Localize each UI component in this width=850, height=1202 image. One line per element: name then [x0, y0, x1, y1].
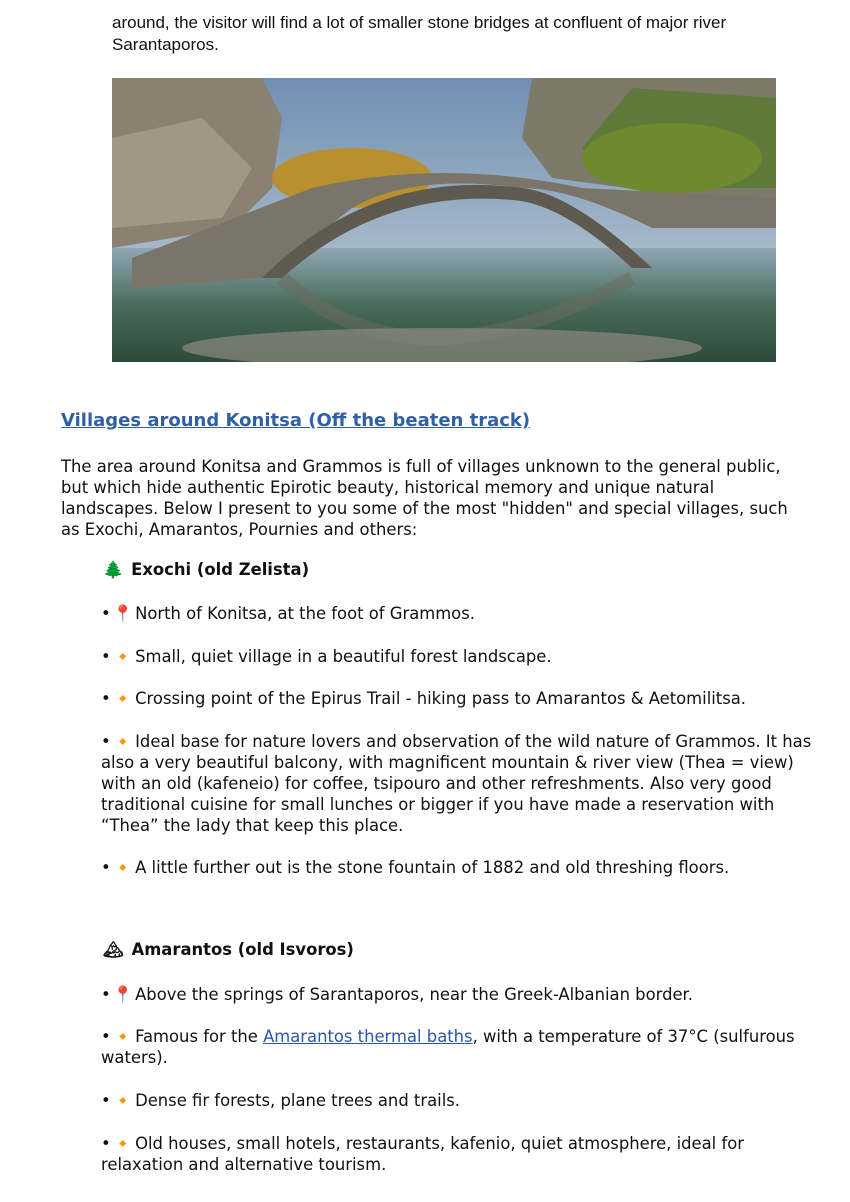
diamond-icon: 🔸	[112, 1091, 134, 1110]
amarantos-title	[101, 940, 354, 960]
list-item: • 📍 North of Konitsa, at the foot of Grammos.	[101, 604, 475, 623]
exochi-title	[101, 560, 309, 580]
exochi-title-text: Exochi (old Zelista)	[131, 560, 310, 579]
diamond-icon: 🔸	[112, 1134, 134, 1153]
diamond-icon: 🔸	[112, 732, 134, 751]
diamond-icon: 🔸	[112, 689, 134, 708]
mountain-icon: 🏔	[103, 940, 124, 959]
pin-icon: 📍	[112, 604, 134, 623]
list-item: • 🔸 Small, quiet village in a beautiful forest landscape.	[101, 647, 552, 666]
section-heading-villages[interactable]: Villages around Konitsa (Off the beaten track)	[61, 410, 531, 431]
diamond-icon: 🔸	[112, 1027, 134, 1046]
list-item: • 📍 Above the springs of Sarantaporos, near the Greek-Albanian border.	[101, 985, 693, 1004]
list-item: • 🔸 Old houses, small hotels, restaurants, kafenio, quiet atmosphere, ideal for relaxation and alternative tourism.	[101, 1134, 744, 1174]
amarantos-thermal-baths-link[interactable]: Amarantos thermal baths	[263, 1027, 473, 1046]
bridge-photo-illustration	[112, 78, 776, 362]
tree-icon: 🌲	[103, 560, 124, 579]
list-item: • 🔸 Dense fir forests, plane trees and trails.	[101, 1091, 461, 1110]
intro-paragraph: The area around Konitsa and Grammos is full of villages unknown to the general public, but which hide authentic Epirotic beauty, historical memory and unique natural landscapes. Below I present to you some of the most "hidden" and special villages, such as Exochi, Amarantos, Pournies and others:	[61, 457, 788, 539]
diamond-icon: 🔸	[112, 858, 134, 877]
pin-icon: 📍	[112, 985, 134, 1004]
list-item: • 🔸 A little further out is the stone fountain of 1882 and old threshing floors.	[101, 858, 730, 877]
list-item: • 🔸 Famous for the Amarantos thermal baths, with a temperature of 37°C (sulfurous waters).	[101, 1027, 795, 1067]
intro-text: around, the visitor will find a lot of smaller stone bridges at confluent of major river Sarantaporos.	[112, 13, 727, 54]
amarantos-title-text: Amarantos (old Isvoros)	[131, 940, 354, 959]
list-item: • 🔸 Crossing point of the Epirus Trail - hiking pass to Amarantos & Aetomilitsa.	[101, 689, 747, 708]
diamond-icon: 🔸	[112, 647, 134, 666]
list-item: • 🔸 Ideal base for nature lovers and observation of the wild nature of Grammos. It has also a very beautiful balcony, with magnificent mountain & river view (Thea = view) with an old (kafeneio) for coffee, tsipouro and other refreshments. Also very good traditional cuisine for small lunches or bigger if you have made a reservation with “Thea” the lady that keep this place.	[101, 732, 812, 835]
bridge-photo	[112, 78, 776, 362]
